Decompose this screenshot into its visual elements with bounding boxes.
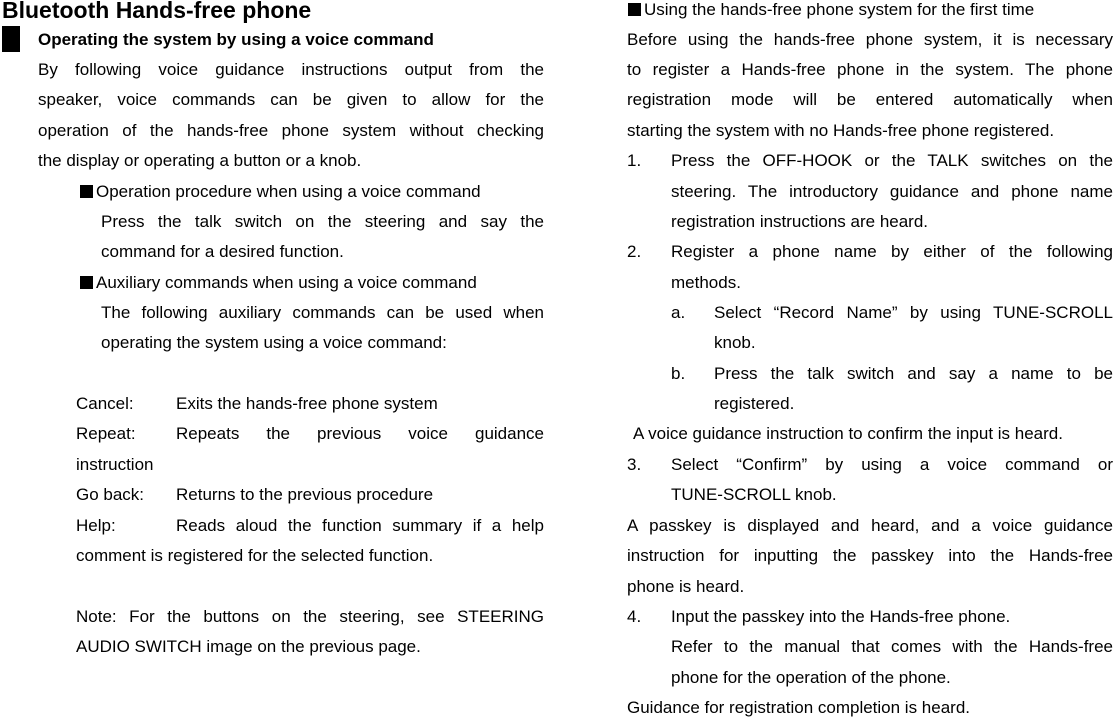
repeat-cont: instruction bbox=[76, 455, 154, 474]
step-4-line-2: Refer to the manual that comes with the Hands-free bbox=[671, 637, 1113, 656]
right-intro-line-1: Before using the hands-free phone system, it is necessary bbox=[627, 30, 1113, 49]
step-1-number: 1. bbox=[627, 151, 642, 170]
right-intro-line-3: registration mode will be entered automatically when bbox=[627, 90, 1113, 109]
help-cont: comment is registered for the selected function. bbox=[76, 546, 434, 565]
completion-line: Guidance for registration completion is heard. bbox=[627, 698, 971, 717]
section-marker bbox=[2, 26, 20, 52]
sub-a-line-1: Select “Record Name” by using TUNE-SCROLL bbox=[714, 303, 1113, 322]
op-line-1: Press the talk switch on the steering and say the bbox=[101, 212, 544, 231]
note-line-1: Note: For the buttons on the steering, see STEERING bbox=[76, 607, 544, 626]
step-3-number: 3. bbox=[627, 455, 642, 474]
op-line-2: command for a desired function. bbox=[101, 242, 344, 261]
op-heading: Operation procedure when using a voice command bbox=[80, 177, 481, 207]
aux-line-1: The following auxiliary commands can be used when bbox=[101, 303, 544, 322]
goback-desc: Returns to the previous procedure bbox=[176, 485, 434, 504]
step-2-line-2: methods. bbox=[671, 273, 741, 292]
step-2-line-1: Register a phone name by either of the following bbox=[671, 242, 1113, 261]
square-bullet-icon bbox=[628, 3, 641, 16]
goback-term: Go back: bbox=[76, 485, 145, 504]
cancel-desc: Exits the hands-free phone system bbox=[176, 394, 438, 413]
note-line-2: AUDIO SWITCH image on the previous page. bbox=[76, 637, 421, 656]
right-intro-line-4: starting the system with no Hands-free phone registered. bbox=[627, 121, 1055, 140]
sub-b-line-1: Press the talk switch and say a name to be bbox=[714, 364, 1113, 383]
step-2-number: 2. bbox=[627, 242, 642, 261]
first-time-heading: Using the hands-free phone system for the first time bbox=[628, 0, 1034, 25]
confirm-note: A voice guidance instruction to confirm the input is heard. bbox=[633, 424, 1063, 443]
cancel-term: Cancel: bbox=[76, 394, 134, 413]
aux-line-2: operating the system using a voice command: bbox=[101, 333, 447, 352]
square-bullet-icon bbox=[80, 185, 93, 198]
right-intro-line-2: to register a Hands-free phone in the system. The phone bbox=[627, 60, 1113, 79]
step-1-line-1: Press the OFF-HOOK or the TALK switches on the bbox=[671, 151, 1113, 170]
intro-line-1: By following voice guidance instructions output from the bbox=[38, 60, 544, 79]
sub-a-line-2: knob. bbox=[714, 333, 756, 352]
section-heading: Operating the system by using a voice command bbox=[38, 30, 434, 49]
step-4-line-3: phone for the operation of the phone. bbox=[671, 668, 951, 687]
intro-line-2: speaker, voice commands can be given to allow for the bbox=[38, 90, 544, 109]
repeat-desc: Repeats the previous voice guidance bbox=[176, 424, 544, 443]
step-4-number: 4. bbox=[627, 607, 642, 626]
sub-b-line-2: registered. bbox=[714, 394, 795, 413]
sub-a-label: a. bbox=[671, 303, 686, 322]
passkey-line-2: instruction for inputting the passkey into the Hands-free bbox=[627, 546, 1113, 565]
step-3-line-1: Select “Confirm” by using a voice command or bbox=[671, 455, 1113, 474]
sub-b-label: b. bbox=[671, 364, 686, 383]
step-3-line-2: TUNE-SCROLL knob. bbox=[671, 485, 837, 504]
step-1-line-2: steering. The introductory guidance and phone name bbox=[671, 182, 1113, 201]
passkey-line-3: phone is heard. bbox=[627, 577, 745, 596]
help-term: Help: bbox=[76, 516, 116, 535]
repeat-term: Repeat: bbox=[76, 424, 136, 443]
passkey-line-1: A passkey is displayed and heard, and a voice guidance bbox=[627, 516, 1113, 535]
square-bullet-icon bbox=[80, 276, 93, 289]
step-1-line-3: registration instructions are heard. bbox=[671, 212, 929, 231]
help-desc: Reads aloud the function summary if a help bbox=[176, 516, 544, 535]
intro-line-4: the display or operating a button or a knob. bbox=[38, 151, 362, 170]
intro-line-3: operation of the hands-free phone system without checking bbox=[38, 121, 544, 140]
step-4-line-1: Input the passkey into the Hands-free phone. bbox=[671, 607, 1011, 626]
aux-heading: Auxiliary commands when using a voice command bbox=[80, 268, 477, 298]
page-title: Bluetooth Hands-free phone bbox=[2, 0, 312, 23]
